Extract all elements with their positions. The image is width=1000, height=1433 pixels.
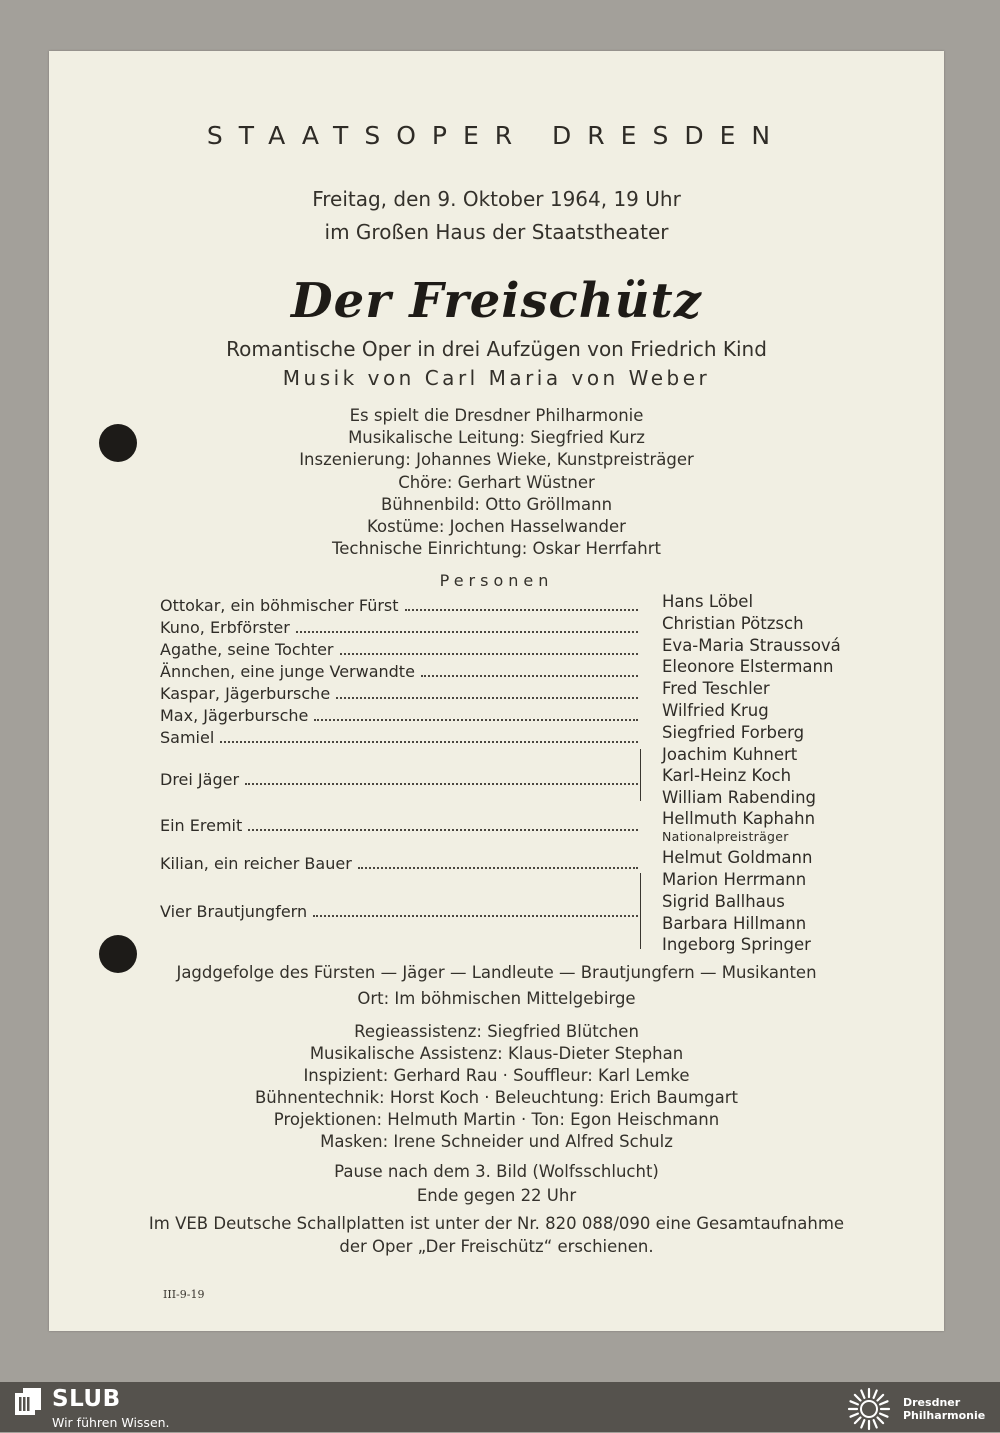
philharmonie-logo-icon — [845, 1385, 893, 1433]
cast-actor: William Rabending — [662, 788, 817, 807]
cast-role: Samiel — [160, 726, 638, 748]
opera-subtitle: Romantische Oper in drei Aufzügen von Friedrich Kind — [226, 337, 767, 361]
cast-role: Ein Eremit — [160, 814, 638, 836]
cast-actor: Karl-Heinz Koch — [662, 766, 792, 785]
credit-line: Es spielt die Dresdner Philharmonie — [349, 406, 644, 425]
opera-title: Der Freischütz — [291, 273, 702, 329]
staff-line: Masken: Irene Schneider und Alfred Schulz — [320, 1132, 673, 1151]
opera-house-name: STAATSOPER DRESDEN — [206, 121, 787, 150]
cast-role: Ännchen, eine junge Verwandte — [160, 660, 638, 682]
staff-line: Inspizient: Gerhard Rau · Souffleur: Karl Lemke — [303, 1066, 690, 1085]
program-sheet — [49, 51, 944, 1331]
staff-line: Projektionen: Helmuth Martin · Ton: Egon Heischmann — [273, 1110, 720, 1129]
library-tagline: Wir führen Wissen. — [52, 1415, 170, 1430]
credit-line: Bühnenbild: Otto Gröllmann — [380, 494, 613, 514]
personen-heading: Personen — [439, 571, 554, 590]
punch-hole — [99, 935, 137, 973]
cast-role: Kilian, ein reicher Bauer — [160, 852, 638, 874]
staff-line: Regieassistenz: Siegfried Blütchen — [354, 1022, 639, 1041]
ensemble-line: Jagdgefolge des Fürsten — Jäger — Landleute — Brautjungfern — Musikanten — [176, 963, 817, 982]
cast-role: Ottokar, ein böhmischer Fürst — [160, 594, 638, 616]
cast-actor: Joachim Kuhnert — [662, 745, 798, 764]
performance-venue: im Großen Haus der Staatstheater — [324, 220, 669, 244]
cast-actor: Marion Herrmann — [662, 870, 807, 889]
staff-credits — [49, 1021, 944, 1153]
cast-actor: Barbara Hillmann — [662, 914, 807, 933]
schedule — [49, 1160, 944, 1208]
credit-line: Musikalische Leitung: Siegfried Kurz — [348, 428, 645, 448]
cast-actor: Christian Pötzsch — [662, 614, 804, 633]
cast-actor: Eva-Maria Straussová — [662, 636, 841, 655]
cast-actor: Wilfried Krug — [662, 701, 769, 720]
group-brace — [640, 873, 647, 949]
credit-line: Inszenierung: Johannes Wieke, Kunstpreisträger — [299, 450, 694, 470]
cast-role: Vier Brautjungfern — [160, 900, 638, 922]
slub-logo-icon — [14, 1387, 42, 1417]
recording-note — [49, 1212, 944, 1258]
recording-line: Im VEB Deutsche Schallplatten ist unter der Nr. 820 088/090 eine Gesamtaufnahme — [148, 1214, 845, 1233]
group-brace — [640, 749, 647, 801]
cast-actor: Fred Teschler — [662, 679, 770, 698]
cast-actor: Eleonore Elstermann — [662, 657, 834, 676]
catalog-number: III-9-19 — [163, 1288, 205, 1301]
location-line: Ort: Im böhmischen Mittelgebirge — [357, 989, 636, 1008]
staff-line: Musikalische Assistenz: Klaus-Dieter Stephan — [309, 1044, 684, 1063]
pause-note: Pause nach dem 3. Bild (Wolfsschlucht) — [334, 1162, 659, 1181]
punch-hole — [99, 424, 137, 462]
partner-name: Dresdner Philharmonie — [903, 1396, 986, 1422]
cast-actor: Ingeborg Springer — [662, 935, 811, 954]
performance-date: Freitag, den 9. Oktober 1964, 19 Uhr — [312, 187, 681, 211]
cast-actor: Hans Löbel — [662, 592, 754, 611]
credit-line: Chöre: Gerhart Wüstner — [398, 472, 595, 492]
staff-line: Bühnentechnik: Horst Koch · Beleuchtung: Erich Baumgart — [254, 1088, 739, 1107]
library-name: SLUB — [52, 1386, 121, 1412]
footer-bar — [0, 1382, 1000, 1432]
cast-role: Kaspar, Jägerbursche — [160, 682, 638, 704]
cast-role: Max, Jägerbursche — [160, 704, 638, 726]
cast-actor: Sigrid Ballhaus — [662, 892, 785, 911]
cast-role: Drei Jäger — [160, 768, 638, 790]
cast-role: Agathe, seine Tochter — [160, 638, 638, 660]
end-time: Ende gegen 22 Uhr — [416, 1186, 577, 1205]
credit-line: Kostüme: Jochen Hasselwander — [367, 517, 626, 537]
actor-award-note: Nationalpreisträger — [662, 829, 789, 844]
composer-line: Musik von Carl Maria von Weber — [282, 366, 711, 390]
recording-line: der Oper „Der Freischütz“ erschienen. — [339, 1237, 654, 1256]
cast-role: Kuno, Erbförster — [160, 616, 638, 638]
cast-actor: Hellmuth Kaphahn — [662, 809, 816, 828]
cast-actor: Siegfried Forberg — [662, 723, 805, 742]
cast-actor: Helmut Goldmann — [662, 848, 813, 867]
credit-line: Technische Einrichtung: Oskar Herrfahrt — [331, 539, 661, 559]
